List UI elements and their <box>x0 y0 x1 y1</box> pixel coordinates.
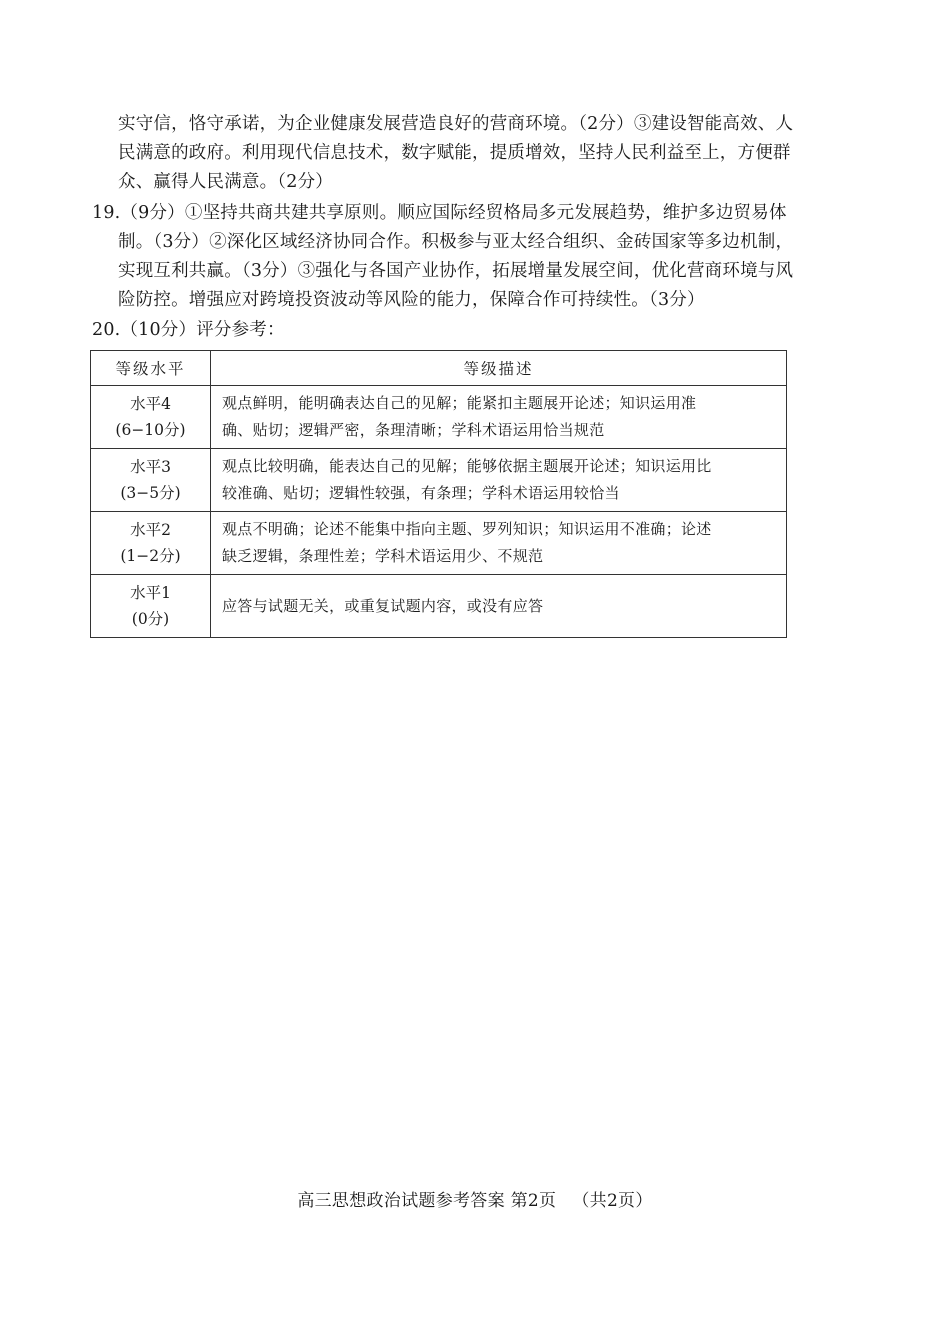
text-line: 众、赢得人民满意。（2分） <box>118 172 333 192</box>
level-score: (6−10分) <box>115 421 186 439</box>
description-line: 观点不明确；论述不能集中指向主题、罗列知识；知识运用不准确；论述 <box>222 520 712 538</box>
table-row <box>91 512 787 575</box>
level-score: (3−5分) <box>120 484 181 502</box>
description-line: 缺乏逻辑，条理性差；学科术语运用少、不规范 <box>222 547 544 565</box>
table-row <box>91 386 787 449</box>
footer-title: 高三思想政治试题参考答案 第2页 <box>297 1191 557 1211</box>
description-line: 较准确、贴切；逻辑性较强，有条理；学科术语运用较恰当 <box>222 484 620 502</box>
description-cell <box>211 575 787 638</box>
table-header-row <box>91 351 787 386</box>
text-line: 实守信，恪守承诺，为企业健康发展营造良好的营商环境。（2分）③建设智能高效、人 <box>118 114 794 134</box>
description-line: 确、贴切；逻辑严密，条理清晰；学科术语运用恰当规范 <box>222 421 605 439</box>
table-row <box>91 449 787 512</box>
level-name: 水平2 <box>130 521 171 539</box>
level-name: 水平1 <box>130 584 171 602</box>
description-line: 观点比较明确，能表达自己的见解；能够依据主题展开论述；知识运用比 <box>222 457 712 475</box>
footer-page-count: （共2页） <box>572 1191 653 1211</box>
header-level: 等级水平 <box>91 351 211 386</box>
level-cell <box>91 512 211 575</box>
text-line: 实现互利共赢。（3分）③强化与各国产业协作，拓展增量发展空间，优化营商环境与风 <box>118 261 794 281</box>
answer-18-continuation <box>118 110 793 197</box>
answer-19 <box>92 199 793 315</box>
page-footer <box>0 1186 950 1211</box>
answer-20-heading <box>92 316 285 345</box>
level-score: (0分) <box>131 610 170 628</box>
level-score: (1−2分) <box>120 547 181 565</box>
table-row <box>91 575 787 638</box>
level-cell <box>91 575 211 638</box>
description-line: 应答与试题无关，或重复试题内容，或没有应答 <box>222 596 544 615</box>
header-description: 等级描述 <box>211 351 787 386</box>
text-line: 制。（3分）②深化区域经济协同合作。积极参与亚太经合组织、金砖国家等多边机制， <box>118 232 794 252</box>
description-cell <box>211 449 787 512</box>
level-name: 水平3 <box>130 458 171 476</box>
level-cell <box>91 386 211 449</box>
level-cell <box>91 449 211 512</box>
description-cell <box>211 512 787 575</box>
text-line: 19.（9分）①坚持共商共建共享原则。顺应国际经贸格局多元发展趋势，维护多边贸易体 <box>92 203 787 223</box>
text-line: 20.（10分）评分参考： <box>92 320 285 340</box>
scoring-rubric-table <box>90 350 787 638</box>
level-name: 水平4 <box>130 395 171 413</box>
description-cell <box>211 386 787 449</box>
text-line: 险防控。增强应对跨境投资波动等风险的能力，保障合作可持续性。（3分） <box>118 290 705 310</box>
description-line: 观点鲜明，能明确表达自己的见解；能紧扣主题展开论述；知识运用准 <box>222 394 697 412</box>
text-line: 民满意的政府。利用现代信息技术，数字赋能，提质增效，坚持人民利益至上，方便群 <box>118 143 791 163</box>
